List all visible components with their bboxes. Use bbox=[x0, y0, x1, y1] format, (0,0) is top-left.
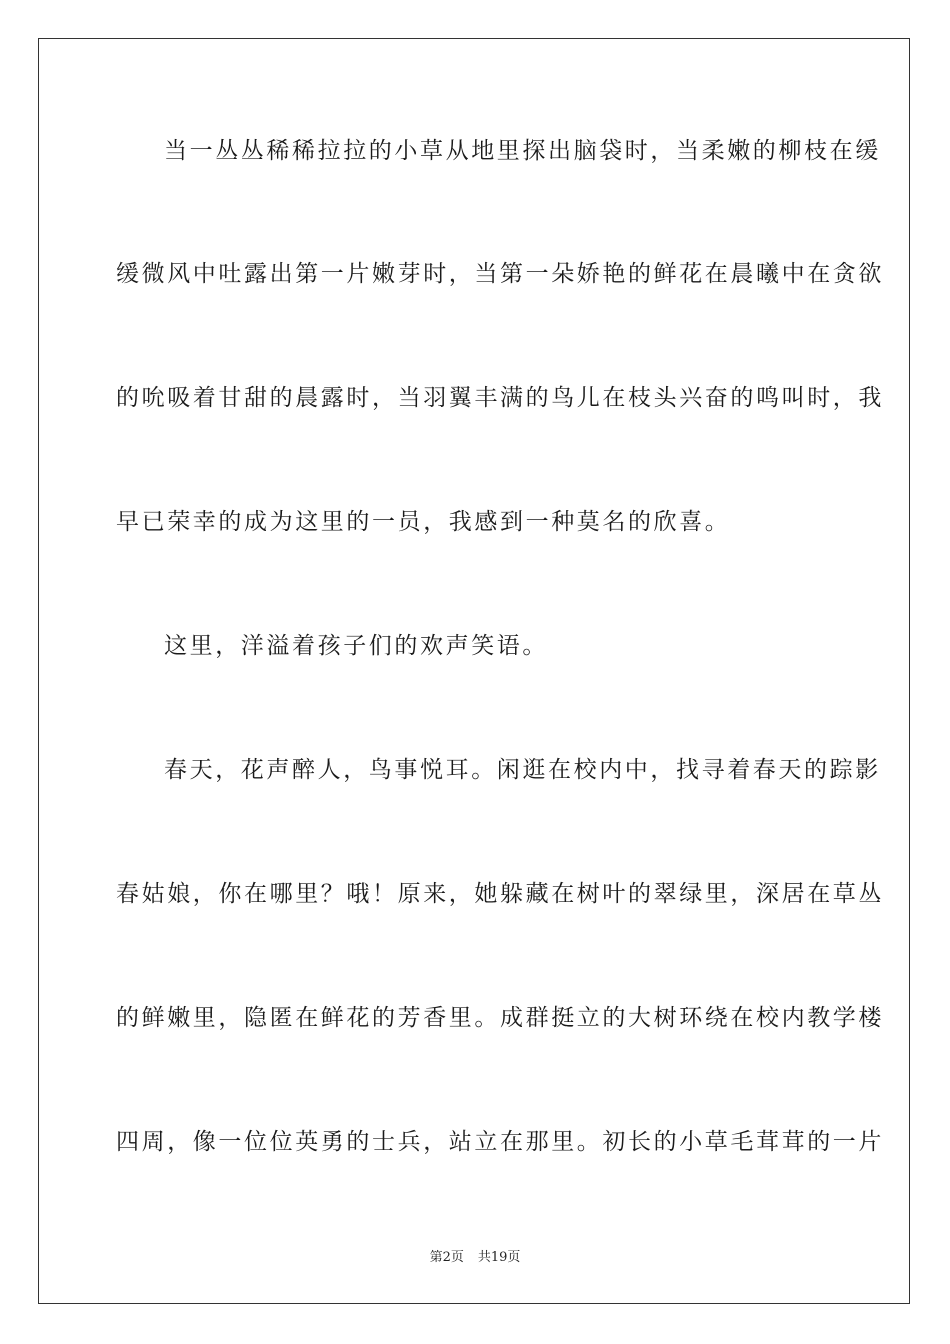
paragraph-3-line-2: 春姑娘，你在哪里？哦！原来，她躲藏在树叶的翠绿里，深居在草丛 bbox=[116, 881, 884, 907]
page-frame bbox=[38, 38, 910, 1304]
paragraph-1-line-4: 早已荣幸的成为这里的一员，我感到一种莫名的欣喜。 bbox=[116, 509, 731, 535]
paragraph-3-line-4: 四周，像一位位英勇的士兵，站立在那里。初长的小草毛茸茸的一片 bbox=[116, 1129, 884, 1155]
page-number: 第2页 bbox=[429, 1250, 464, 1265]
page-footer bbox=[0, 1246, 950, 1265]
paragraph-1-line-2: 缓微风中吐露出第一片嫩芽时，当第一朵娇艳的鲜花在晨曦中在贪欲 bbox=[116, 261, 884, 287]
page-total: 共19页 bbox=[477, 1250, 521, 1265]
paragraph-1-line-1: 当一丛丛稀稀拉拉的小草从地里探出脑袋时，当柔嫩的柳枝在缓 bbox=[164, 138, 881, 164]
paragraph-2-line-1: 这里，洋溢着孩子们的欢声笑语。 bbox=[164, 633, 548, 659]
paragraph-3-line-1: 春天，花声醉人，鸟事悦耳。闲逛在校内中，找寻着春天的踪影 bbox=[164, 757, 881, 783]
paragraph-3-line-3: 的鲜嫩里，隐匿在鲜花的芳香里。成群挺立的大树环绕在校内教学楼 bbox=[116, 1005, 884, 1031]
paragraph-1-line-3: 的吮吸着甘甜的晨露时，当羽翼丰满的鸟儿在枝头兴奋的鸣叫时，我 bbox=[116, 385, 884, 411]
